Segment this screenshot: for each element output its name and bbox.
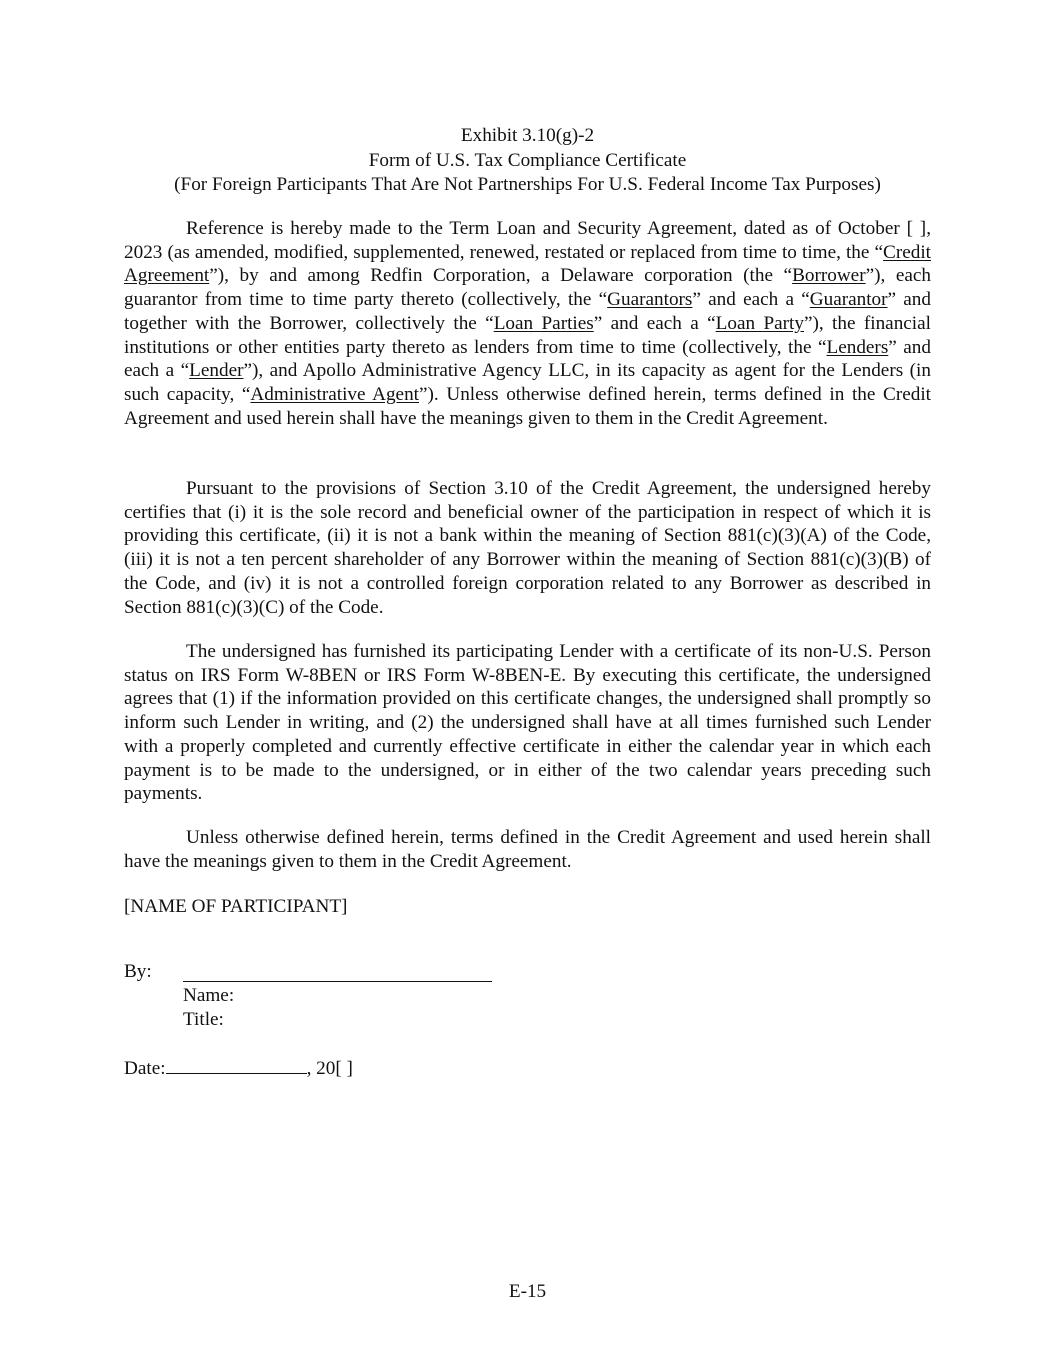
paragraph-certification: Pursuant to the provisions of Section 3.10 of the Credit Agreement, the undersigned hereby certifies that (i) it is the sole record and beneficial owner of the participation in respect of which it is providing this certificate, (ii) it is not a bank within the meaning of Section 881(c)(3)(A) of the Code, (iii) it is not a ten percent shareholder of any Borrower within the meaning of Section 881(c)(3)(B) of the Code, and (iv) it is not a controlled foreign corporation related to any Borrower as described in Section 881(c)(3)(C) of the Code. — [124, 478, 931, 618]
name-label: Name: — [183, 985, 235, 1006]
exhibit-heading — [0, 124, 1055, 198]
date-year-suffix: , 20[ ] — [306, 1058, 353, 1079]
paragraph-definitions: Unless otherwise defined herein, terms defined in the Credit Agreement and used herein shall have the meanings given to them in the Credit Agreement. — [124, 827, 931, 872]
defined-term-administrative-agent: Administrative Agent — [250, 383, 419, 405]
form-title: Form of U.S. Tax Compliance Certificate — [368, 149, 687, 171]
date-blank-line[interactable] — [166, 1055, 307, 1074]
date-label: Date: — [124, 1058, 166, 1079]
exhibit-number: Exhibit 3.10(g)-2 — [460, 125, 595, 146]
page-number: E-15 — [508, 1281, 547, 1302]
form-subtitle: (For Foreign Participants That Are Not Partnerships For U.S. Federal Income Tax Purposes) — [174, 174, 881, 195]
title-label: Title: — [183, 1009, 224, 1030]
defined-term-borrower: Borrower — [792, 265, 866, 287]
by-label: By: — [124, 961, 152, 982]
defined-term-loan-party: Loan Party — [715, 312, 804, 334]
defined-term-credit-agreement: Credit Agreement — [124, 241, 931, 287]
defined-term-loan-parties: Loan Parties — [493, 312, 594, 334]
paragraph-reference: Reference is hereby made to the Term Loan and Security Agreement, dated as of October [ ], 2023 (as amended, modified, supplemented, renewed, restated or replaced from time to time, the “Credit Agreement”), by and among Redfin Corporation, a Delaware corporation (the “Borrower”), each guarantor from time to time party thereto (collectively, the “Guarantors” and each a “Guarantor” and together with the Borrower, collectively the “Loan Parties” and each a “Loan Party”), the financial institutions or other entities party thereto as lenders from time to time (collectively, the “Lenders” and each a “Lender”), and Apollo Administrative Agency LLC, in its capacity as agent for the Lenders (in such capacity, “Administrative Agent”). Unless otherwise defined herein, terms defined in the Credit Agreement and used herein shall have the meanings given to them in the Credit Agreement. — [124, 218, 931, 429]
defined-term-lenders: Lenders — [826, 336, 889, 358]
defined-term-lender: Lender — [189, 360, 244, 382]
date-row — [124, 1055, 353, 1081]
defined-term-guarantors: Guarantors — [607, 289, 693, 311]
participant-name-placeholder: [NAME OF PARTICIPANT] — [124, 896, 348, 917]
defined-term-guarantor: Guarantor — [809, 289, 888, 311]
paragraph-w8ben: The undersigned has furnished its participating Lender with a certificate of its non-U.S. Person status on IRS Form W-8BEN or IRS Form W-8BEN-E. By executing this certificate, the undersigned agrees that (1) if the information provided on this certificate changes, the undersigned shall promptly so inform such Lender in writing, and (2) the undersigned shall have at all times furnished such Lender with a properly completed and currently effective certificate in either the calendar year in which each payment is to be made to the undersigned, or in either of the two calendar years preceding such payments. — [124, 641, 931, 805]
signature-line[interactable] — [183, 981, 492, 982]
